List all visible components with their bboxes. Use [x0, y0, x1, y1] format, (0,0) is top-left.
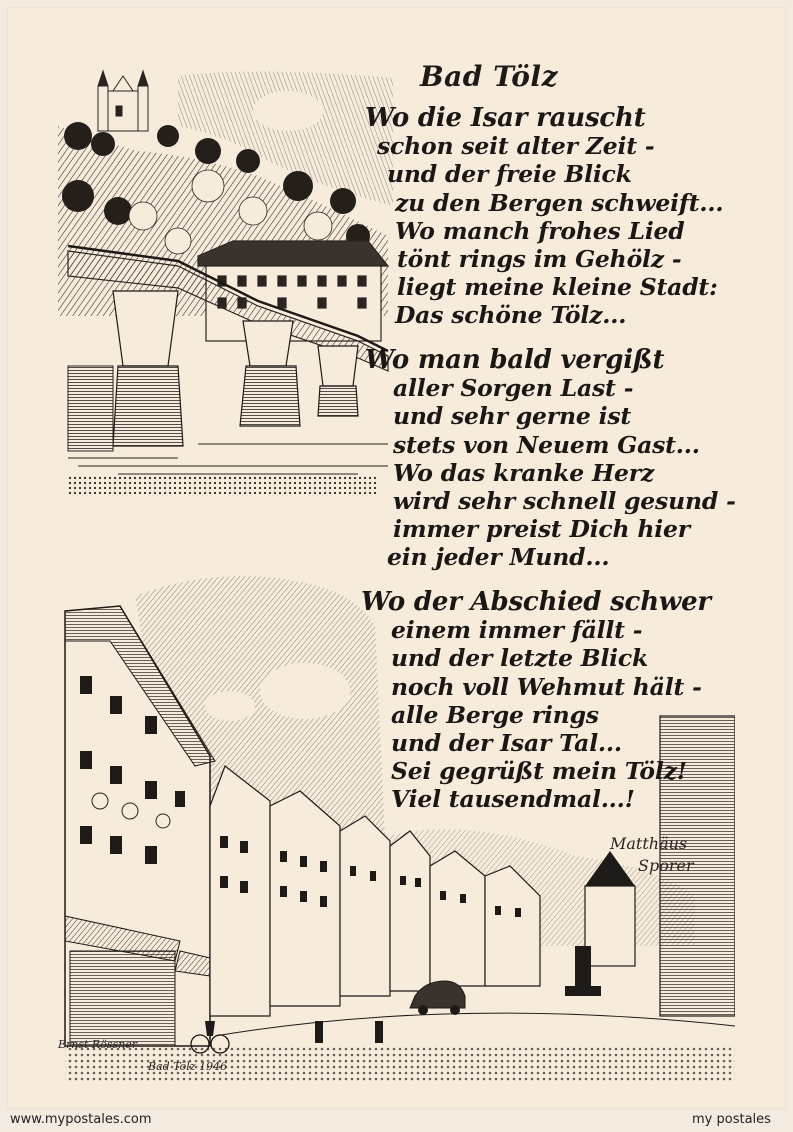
artist-signature: Ernst Rössner — [58, 1038, 137, 1051]
poem-line: und sehr gerne ist — [393, 402, 632, 431]
poem-line: Wo manch frohes Lied — [395, 216, 685, 245]
poem-line: aller Sorgen Last - — [393, 374, 634, 403]
bridge-illustration — [58, 66, 393, 501]
postcard — [8, 8, 785, 1108]
poem-line: zu den Bergen schweift... — [395, 188, 724, 217]
poem-line: und der letzte Blick — [391, 644, 649, 673]
author-first-name: Matthäus — [610, 834, 688, 853]
poem-line: noch voll Wehmut hält - — [391, 672, 702, 701]
poem-line: Wo die Isar rauscht — [365, 103, 646, 133]
author-last-name: Sporer — [638, 856, 694, 875]
poem-title: Bad Tölz — [420, 60, 558, 93]
poem-line: liegt meine kleine Stadt: — [397, 273, 718, 302]
poem-line: tönt rings im Gehölz - — [397, 245, 682, 274]
poem-line: Das schöne Tölz... — [395, 301, 627, 330]
poem-line: und der Isar Tal... — [391, 729, 622, 758]
footer-website[interactable]: www.mypostales.com — [10, 1112, 152, 1127]
poem-line: schon seit alter Zeit - — [377, 132, 655, 161]
poem-line: alle Berge rings — [391, 700, 599, 729]
footer-brand[interactable]: my postales — [692, 1112, 771, 1127]
stanza-3 — [361, 588, 711, 814]
poem-line: Wo das kranke Herz — [393, 458, 655, 487]
poem-line: einem immer fällt - — [391, 616, 643, 645]
poem-line: stets von Neuem Gast... — [393, 430, 700, 459]
poem-line: Sei gegrüßt mein Tölz! — [391, 757, 687, 786]
poem-line: und der freie Blick — [387, 160, 632, 189]
poem-line: ein jeder Mund... — [387, 543, 610, 572]
poem-line: immer preist Dich hier — [393, 515, 690, 544]
stanza-2 — [365, 346, 736, 572]
poem-line: Viel tausendmal...! — [391, 785, 635, 814]
poem-line: wird sehr schnell gesund - — [393, 487, 736, 516]
stanza-1 — [365, 104, 723, 330]
poem-line: Wo man bald vergißt — [365, 345, 665, 375]
artwork-caption: Bad Tölz 1946 — [148, 1060, 228, 1073]
poem-line: Wo der Abschied schwer — [361, 587, 711, 617]
